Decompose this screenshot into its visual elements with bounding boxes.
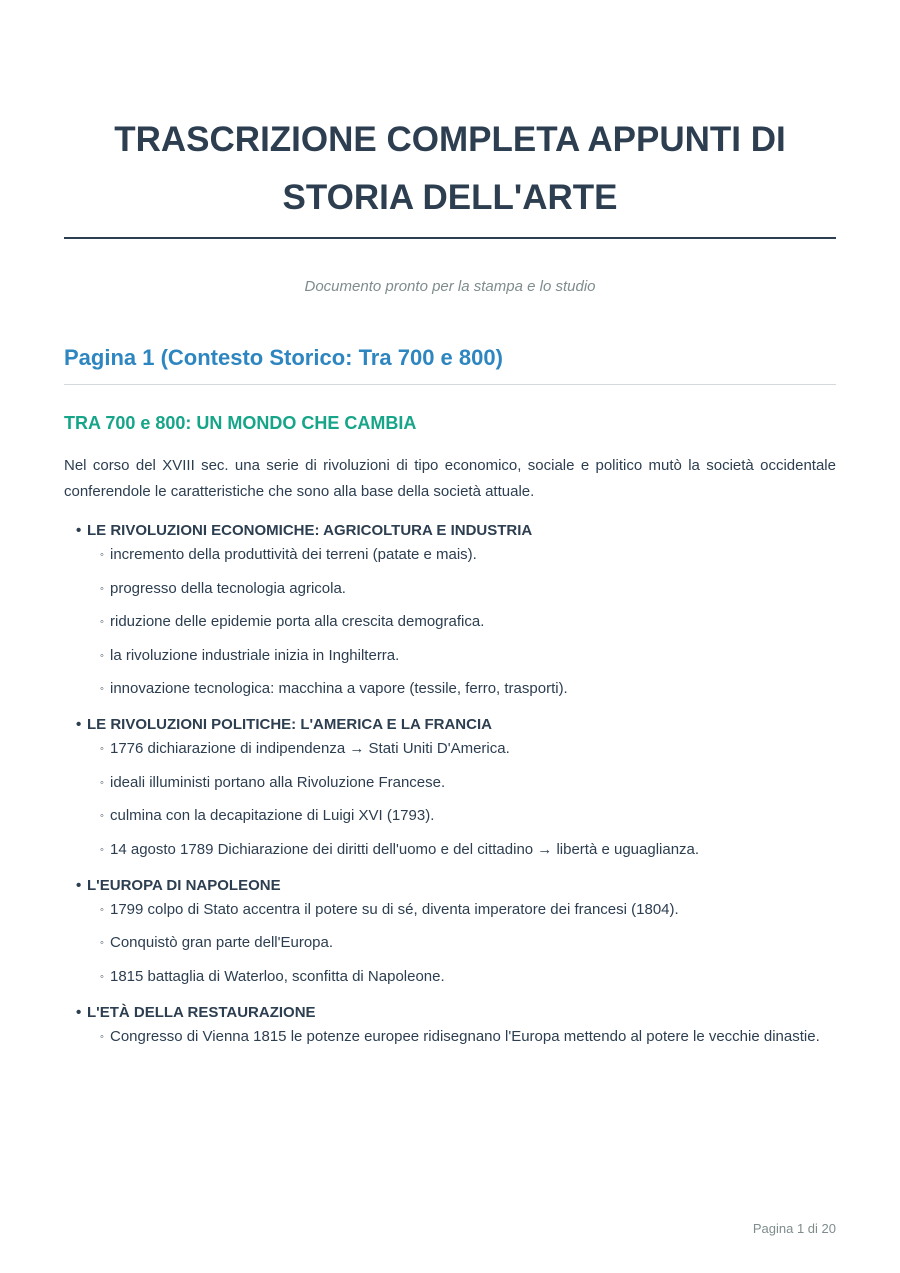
topic-item — [76, 714, 836, 863]
document-title: TRASCRIZIONE COMPLETA APPUNTI DI STORIA DELL'ARTE — [114, 120, 786, 217]
topic-title — [76, 714, 836, 736]
topic-title — [76, 875, 836, 897]
list-item-text: Congresso di Vienna 1815 le potenze europee ridisegnano l'Europa mettendo al potere le vecchie dinastie. — [110, 1027, 820, 1045]
page-heading: Pagina 1 (Contesto Storico: Tra 700 e 800) — [64, 345, 503, 370]
heading-divider — [64, 384, 836, 385]
list-item — [100, 964, 836, 990]
circle-bullet-icon: ◦ — [100, 843, 104, 856]
page-number: Pagina 1 di 20 — [752, 1221, 836, 1236]
list-item — [100, 542, 836, 568]
topic-item — [76, 1002, 836, 1050]
list-item-text: innovazione tecnologica: macchina a vapore (tessile, ferro, trasporti). — [110, 680, 568, 697]
list-item — [100, 576, 836, 602]
circle-bullet-icon: ◦ — [100, 683, 104, 695]
list-item — [100, 643, 836, 669]
list-item — [100, 676, 836, 702]
topic-title — [76, 1002, 836, 1024]
circle-bullet-icon: ◦ — [100, 903, 104, 916]
list-item-text: progresso della tecnologia agricola. — [110, 579, 346, 597]
topic-title-text: L'ETÀ DELLA RESTAURAZIONE — [87, 1003, 316, 1021]
circle-bullet-icon: ◦ — [100, 1030, 104, 1043]
circle-bullet-icon: ◦ — [100, 649, 104, 662]
topic-title-text: LE RIVOLUZIONI POLITICHE: L'AMERICA E LA FRANCIA — [87, 716, 492, 733]
topic-item — [76, 520, 836, 702]
subitem-list — [76, 542, 836, 702]
list-item-text: riduzione delle epidemie porta alla crescita demografica. — [110, 613, 485, 630]
list-item — [100, 770, 836, 796]
circle-bullet-icon: ◦ — [100, 937, 104, 949]
title-divider — [64, 237, 836, 239]
circle-bullet-icon: ◦ — [100, 549, 104, 561]
circle-bullet-icon: ◦ — [100, 616, 104, 628]
subitem-list — [76, 897, 836, 990]
list-item — [100, 736, 836, 762]
list-item — [100, 897, 836, 923]
subitem-list — [76, 736, 836, 863]
bullet-icon: • — [76, 716, 82, 733]
bullet-icon: • — [76, 876, 82, 894]
topic-title — [76, 520, 836, 542]
topic-title-text: LE RIVOLUZIONI ECONOMICHE: AGRICOLTURA E INDUSTRIA — [87, 522, 533, 539]
bullet-icon: • — [76, 1003, 82, 1021]
list-item — [100, 837, 836, 863]
list-item-text: ideali illuministi portano alla Rivoluzione Francese. — [110, 773, 446, 791]
circle-bullet-icon: ◦ — [100, 743, 104, 755]
list-item-text: 1815 battaglia di Waterloo, sconfitta di Napoleone. — [110, 967, 445, 985]
list-item-text: 1799 colpo di Stato accentra il potere su di sé, diventa imperatore dei francesi (1804). — [110, 900, 679, 918]
list-item — [100, 930, 836, 956]
bullet-icon: • — [76, 522, 82, 539]
list-item-text: incremento della produttività dei terreni (patate e mais). — [110, 546, 477, 563]
circle-bullet-icon: ◦ — [100, 582, 104, 595]
list-item — [100, 803, 836, 829]
list-item-text: 1776 dichiarazione di indipendenza → Stati Uniti D'America. — [110, 740, 510, 757]
subitem-list — [76, 1024, 836, 1050]
topic-item — [76, 875, 836, 990]
section-heading: TRA 700 e 800: UN MONDO CHE CAMBIA — [64, 413, 417, 433]
list-item — [100, 1024, 836, 1050]
document-subtitle: Documento pronto per la stampa e lo studio — [304, 278, 596, 295]
circle-bullet-icon: ◦ — [100, 970, 104, 983]
circle-bullet-icon: ◦ — [100, 776, 104, 789]
list-item — [100, 609, 836, 635]
list-item-text: culmina con la decapitazione di Luigi XVI (1793). — [110, 807, 435, 824]
circle-bullet-icon: ◦ — [100, 810, 104, 822]
list-item-text: la rivoluzione industriale inizia in Inghilterra. — [110, 646, 400, 664]
topic-list — [76, 520, 836, 1062]
intro-paragraph: Nel corso del XVIII sec. una serie di rivoluzioni di tipo economico, sociale e politico mutò la società occidentale conferendole le caratteristiche che sono alla base della società attuale. — [64, 457, 836, 500]
list-item-text: Conquistò gran parte dell'Europa. — [110, 934, 334, 951]
list-item-text: 14 agosto 1789 Dichiarazione dei diritti dell'uomo e del cittadino → libertà e uguaglianza. — [110, 840, 700, 858]
topic-title-text: L'EUROPA DI NAPOLEONE — [87, 876, 281, 894]
